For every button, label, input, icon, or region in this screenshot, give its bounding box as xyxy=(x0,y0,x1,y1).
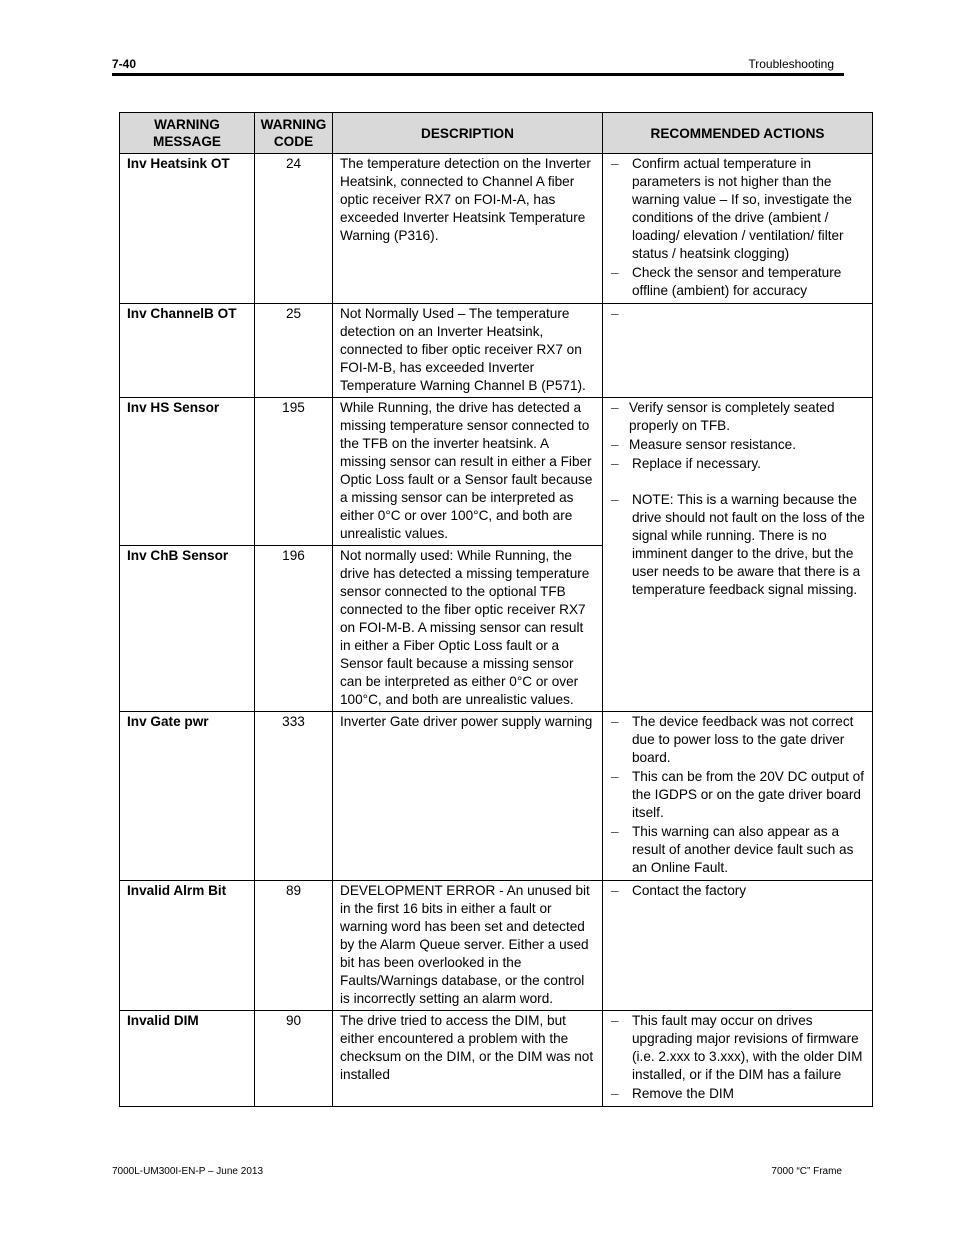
column-header-description: DESCRIPTION xyxy=(333,113,603,154)
warning-message: Inv ChannelB OT xyxy=(120,304,255,398)
action-item-note: – NOTE: This is a warning because the drive should not fault on the loss of the signal while running. There is no imminent danger to the drive, but the user needs to be aware that there is a temperature feedback signal missing. xyxy=(607,491,868,599)
action-item: – Replace if necessary. xyxy=(607,455,868,473)
table-row xyxy=(120,154,873,304)
recommended-actions xyxy=(603,304,873,398)
warning-message: Inv Heatsink OT xyxy=(120,154,255,304)
warning-code: 196 xyxy=(255,546,333,712)
warning-description: Inverter Gate driver power supply warning xyxy=(333,712,603,881)
table-header-row xyxy=(120,113,873,154)
action-item: – Verify sensor is completely seated properly on TFB. xyxy=(607,399,868,435)
warning-message: Inv Gate pwr xyxy=(120,712,255,881)
warning-description: The temperature detection on the Inverter Heatsink, connected to Channel A fiber optic receiver RX7 on FOI-M-A, has exceeded Inverter Heatsink Temperature Warning (P316). xyxy=(333,154,603,304)
action-item: – This fault may occur on drives upgrading major revisions of firmware (i.e. 2.xxx to 3.xxx), with the older DIM installed, or if the DIM has a failure xyxy=(607,1012,868,1084)
column-header-warning-code: WARNING CODE xyxy=(255,113,333,154)
warning-code: 89 xyxy=(255,881,333,1011)
recommended-actions xyxy=(603,712,873,881)
action-item: – This warning can also appear as a result of another device fault such as an Online Fault. xyxy=(607,823,868,877)
footer-product: 7000 “C” Frame xyxy=(771,1166,842,1177)
warning-description: Not Normally Used – The temperature detection on an Inverter Heatsink, connected to fiber optic receiver RX7 on FOI-M-B, has exceeded Inverter Temperature Warning Channel B (P571). xyxy=(333,304,603,398)
warning-message: Inv ChB Sensor xyxy=(120,546,255,712)
table-row xyxy=(120,712,873,881)
warnings-table xyxy=(119,112,873,1107)
warning-code: 25 xyxy=(255,304,333,398)
recommended-actions xyxy=(603,398,873,712)
action-item: – Remove the DIM xyxy=(607,1085,868,1103)
page-number: 7-40 xyxy=(112,57,137,71)
table-row xyxy=(120,881,873,1011)
warning-description: DEVELOPMENT ERROR - An unused bit in the first 16 bits in either a fault or warning word has been set and detected by the Alarm Queue server. Either a used bit has been overlooked in the Faults/Warnings database, or the control is incorrectly setting an alarm word. xyxy=(333,881,603,1011)
warning-message: Invalid DIM xyxy=(120,1011,255,1107)
action-item: – Contact the factory xyxy=(607,882,868,900)
action-item: – Check the sensor and temperature offline (ambient) for accuracy xyxy=(607,264,868,300)
warning-description: The drive tried to access the DIM, but either encountered a problem with the checksum on the DIM, or the DIM was not installed xyxy=(333,1011,603,1107)
warning-code: 90 xyxy=(255,1011,333,1107)
section-title: Troubleshooting xyxy=(748,57,834,71)
recommended-actions xyxy=(603,881,873,1011)
warning-code: 333 xyxy=(255,712,333,881)
action-item: – The device feedback was not correct due to power loss to the gate driver board. xyxy=(607,713,868,767)
table-row xyxy=(120,1011,873,1107)
recommended-actions xyxy=(603,1011,873,1107)
action-item-empty xyxy=(607,305,868,323)
action-item: – Measure sensor resistance. xyxy=(607,436,868,454)
warning-code: 24 xyxy=(255,154,333,304)
warning-message: Inv HS Sensor xyxy=(120,398,255,546)
footer-document-id: 7000L-UM300I-EN-P – June 2013 xyxy=(112,1166,264,1177)
column-header-recommended-actions: RECOMMENDED ACTIONS xyxy=(603,113,873,154)
column-header-warning-message: WARNING MESSAGE xyxy=(120,113,255,154)
recommended-actions xyxy=(603,154,873,304)
warning-code: 195 xyxy=(255,398,333,546)
action-item: – Confirm actual temperature in parameters is not higher than the warning value – If so, investigate the conditions of the drive (ambient / loading/ elevation / ventilation/ filter status / heatsink clogging) xyxy=(607,155,868,263)
warning-description: While Running, the drive has detected a missing temperature sensor connected to the TFB on the inverter heatsink. A missing sensor can result in either a Fiber Optic Loss fault or a Sensor fault because a missing sensor can be interpreted as either 0°C or over 100°C, and both are unrealistic values. xyxy=(333,398,603,546)
action-item: – This can be from the 20V DC output of the IGDPS or on the gate driver board itself. xyxy=(607,768,868,822)
warning-description: Not normally used: While Running, the drive has detected a missing temperature sensor connected to the optional TFB connected to the fiber optic receiver RX7 on FOI-M-B. A missing sensor can result in either a Fiber Optic Loss fault or a Sensor fault because a missing sensor can be interpreted as either 0°C or over 100°C, and both are unrealistic values. xyxy=(333,546,603,712)
table-row xyxy=(120,398,873,546)
table-row xyxy=(120,304,873,398)
header-rule xyxy=(112,73,844,76)
warning-message: Invalid Alrm Bit xyxy=(120,881,255,1011)
